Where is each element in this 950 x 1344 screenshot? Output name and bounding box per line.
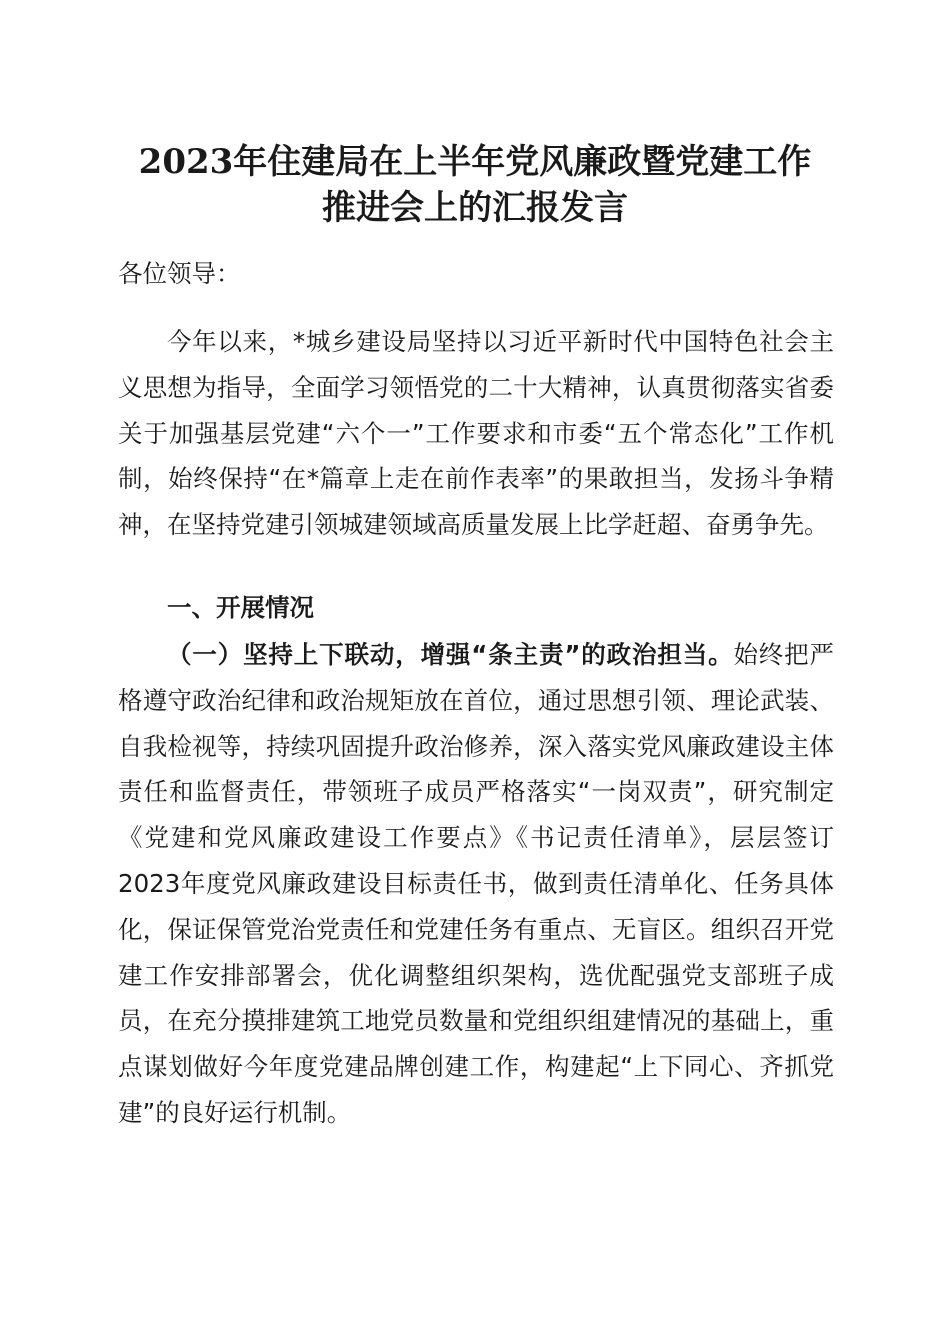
document-title-line-2: 推进会上的汇报发言	[322, 188, 628, 228]
paragraph-body: 始终把严格遵守政治纪律和政治规矩放在首位，通过思想引领、理论武装、自我检视等，持续巩固提升政治修养，深入落实党风廉政建设主体责任和监督责任，带领班子成员严格落实“一岗双责”，研究制定《党建和党风廉政建设工作要点》《书记责任清单》，层层签订2023年度党风廉政建设目标责任书，做到责任清单化、任务具体化，保证保管党治党责任和党建任务有重点、无盲区。组织召开党建工作安排部署会，优化调整组织架构，选优配强党支部班子成员，在充分摸排建筑工地党员数量和党组织组建情况的基础上，重点谋划做好今年度党建品牌创建工作，构建起“上下同心、齐抓党建”的良好运行机制。	[118, 640, 835, 1127]
paragraph-lead: （一）坚持上下联动，增强“条主责”的政治担当。	[167, 640, 734, 669]
salutation: 各位领导：	[118, 259, 241, 288]
paragraph-section-1-1	[118, 632, 834, 1136]
document-title-line-1: 2023年住建局在上半年党风廉政暨党建工作	[138, 142, 812, 182]
section-heading-1: 一、开展情况	[167, 593, 314, 622]
paragraph-intro: 今年以来，*城乡建设局坚持以习近平新时代中国特色社会主义思想为指导，全面学习领悟党的二十大精神，认真贯彻落实省委关于加强基层党建“六个一”工作要求和市委“五个常态化”工作机制，始终保持“在*篇章上走在前作表率”的果敢担当，发扬斗争精神，在坚持党建引领城建领域高质量发展上比学赶超、奋勇争先。	[118, 327, 834, 540]
